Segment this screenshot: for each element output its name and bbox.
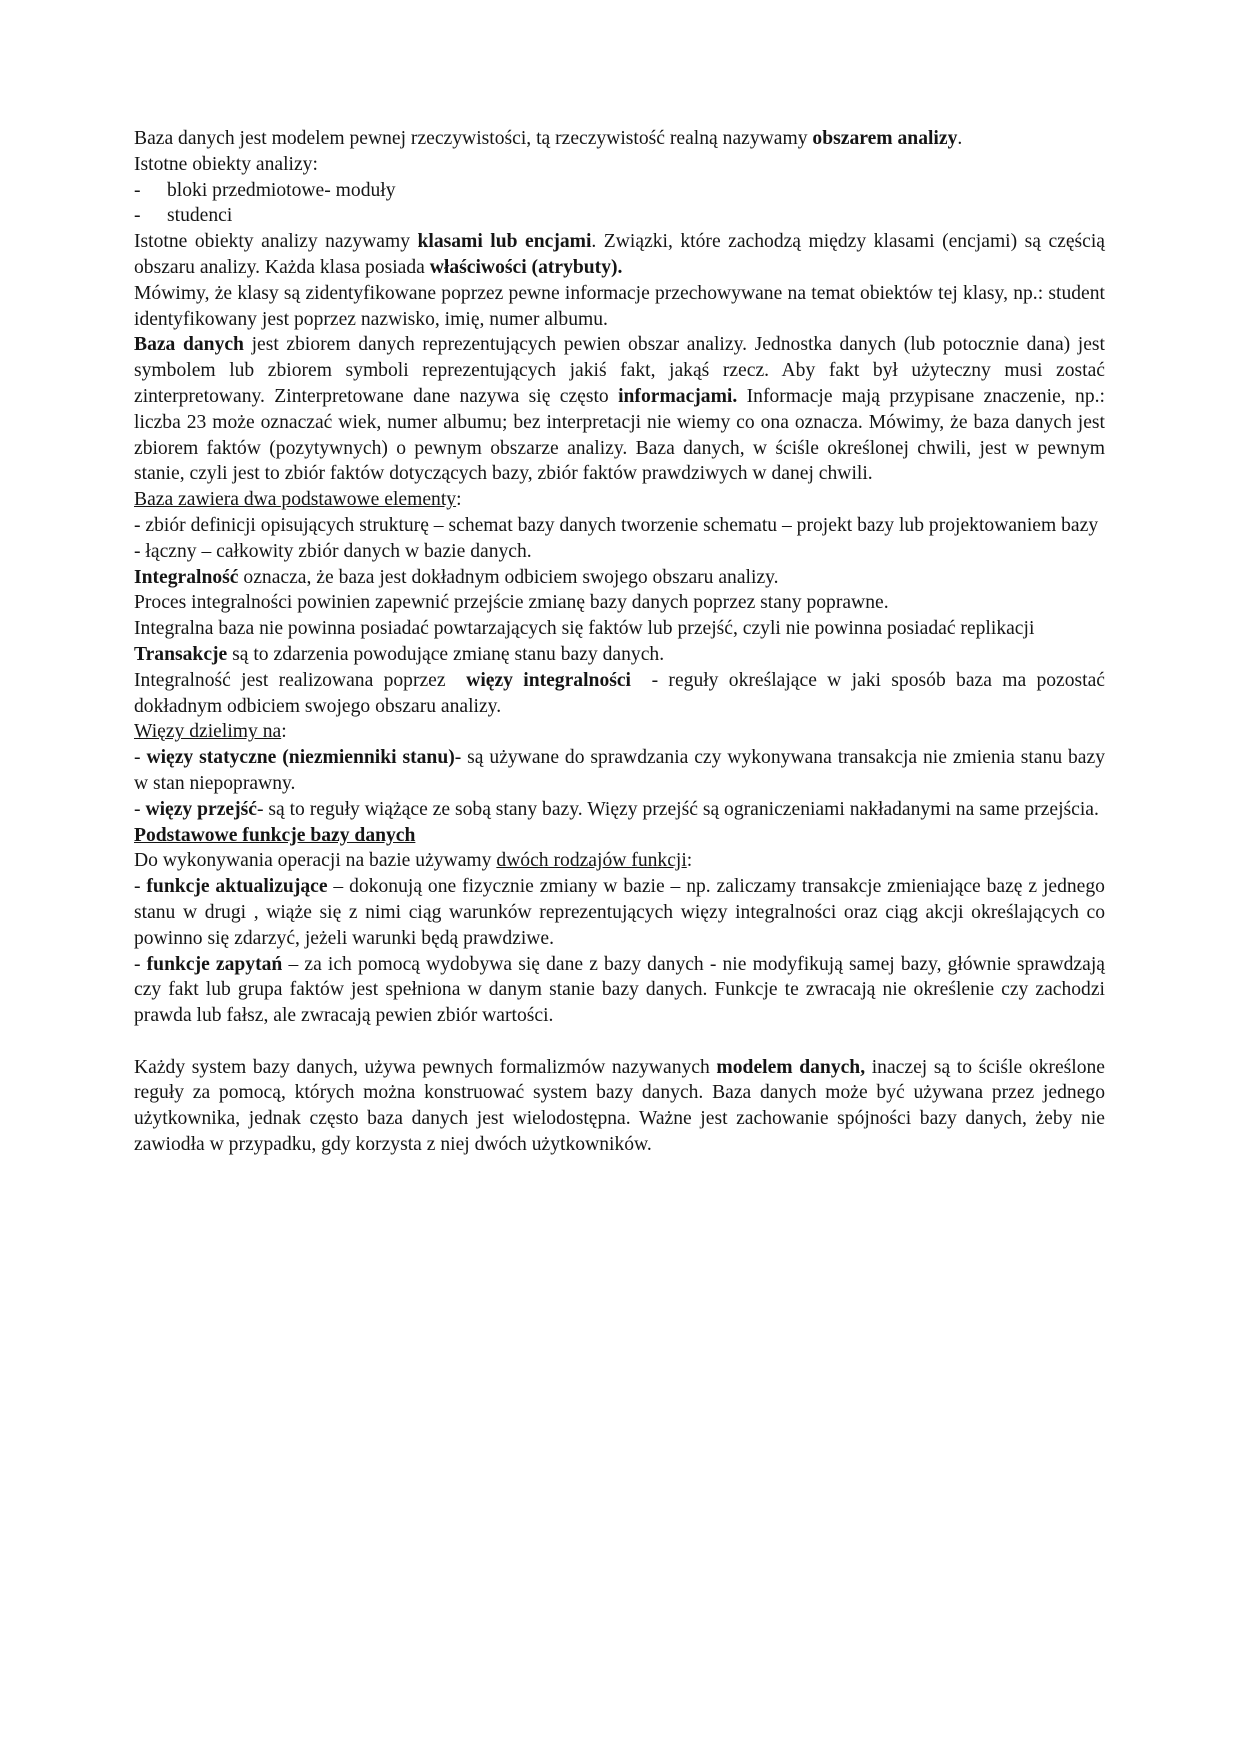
text-run: Każdy system bazy danych, używa pewnych formalizmów nazywanych xyxy=(134,1056,717,1078)
paragraph xyxy=(134,332,1105,487)
paragraph xyxy=(134,668,1105,720)
paragraph xyxy=(134,823,1105,849)
text-run: modelem danych, xyxy=(716,1056,866,1078)
text-run: więzy statyczne (niezmienniki stanu) xyxy=(146,747,455,769)
text-run: Transakcje xyxy=(134,643,228,665)
text-run: Baza zawiera dwa podstawowe elementy xyxy=(134,489,457,511)
list-item xyxy=(134,203,1105,229)
list-item-text xyxy=(167,203,1105,229)
text-run: jest zbiorem danych reprezentujących pewien obszar analizy. Jednostka danych (lub potocznie dana) jest symbolem lub zbiorem symboli reprezentujących jakiś fakt, jakąś rzecz. Aby fakt był użyteczny musi zostać zinterpretowany. Zinterpretowane dane nazywa się często xyxy=(134,334,1105,407)
paragraph xyxy=(134,874,1105,951)
text-run: : xyxy=(686,850,693,872)
document-body xyxy=(134,126,1105,1158)
list-item-text xyxy=(167,178,1105,204)
text-run: Do wykonywania operacji na bazie używamy xyxy=(134,850,497,872)
text-run: Więzy dzielimy na xyxy=(134,721,282,743)
list-bullet: - xyxy=(134,205,141,227)
paragraph xyxy=(134,719,1105,745)
text-run: - reguły określające w jaki sposób baza ma pozostać dokładnym odbiciem swojego obszaru analizy. xyxy=(134,669,1105,717)
paragraph-spacer xyxy=(134,1029,1105,1055)
text-run: Mówimy, że klasy są zidentyfikowane poprzez pewne informacje przechowywane na temat obiektów tej klasy, np.: student identyfikowany jest poprzez nazwisko, imię, numer albumu. xyxy=(134,282,1105,330)
paragraph xyxy=(134,848,1105,874)
paragraph xyxy=(134,616,1105,642)
text-run: Informacje mają przypisane znaczenie, np.: liczba 23 może oznaczać wiek, numer albumu; bez interpretacji nie wiemy co ona oznacza. Mówimy, że baza danych jest zbiorem faktów (pozytywnych) o pewnym obszarze analizy. Baza danych, w ściśle określonej chwili, jest w pewnym stanie, czyli jest to zbiór faktów dotyczących bazy, zbiór faktów prawdziwych w danej chwili. xyxy=(134,385,1105,485)
text-run: Integralna baza nie powinna posiadać powtarzających się faktów lub przejść, czyli nie powinna posiadać replikacji xyxy=(134,618,1035,640)
text-run: . xyxy=(957,128,963,149)
paragraph xyxy=(134,642,1105,668)
text-run: więzy integralności xyxy=(466,669,632,691)
paragraph xyxy=(134,513,1105,539)
list-item xyxy=(134,178,1105,204)
text-run: obszarem analizy xyxy=(812,128,958,149)
text-run: funkcje zapytań xyxy=(146,953,283,975)
paragraph xyxy=(134,1055,1105,1158)
text-run: – za ich pomocą wydobywa się dane z bazy danych - nie modyfikują samej bazy, głównie sprawdzają czy fakt lub grupa faktów jest spełniona w danym stanie bazy danych. Funkcje te zwracają nie określenie czy zachodzi prawda lub fałsz, ale zwracają pewien zbiór wartości. xyxy=(134,953,1105,1027)
text-run: oznacza, że baza jest dokładnym odbiciem swojego obszaru analizy. xyxy=(238,566,779,588)
paragraph xyxy=(134,487,1105,513)
paragraph xyxy=(134,539,1105,565)
text-run: są to zdarzenia powodujące zmianę stanu bazy danych. xyxy=(227,643,665,665)
text-run: - są używane do sprawdzania czy wykonywana transakcja nie zmienia stanu bazy w stan niepoprawny. xyxy=(134,747,1105,794)
text-run: - xyxy=(134,798,146,820)
paragraph xyxy=(134,229,1105,281)
text-run: Baza danych xyxy=(134,334,244,356)
text-run: Istotne obiekty analizy nazywamy xyxy=(134,231,418,253)
text-run: klasami lub encjami xyxy=(417,231,592,253)
text-run: - są to reguły wiążące ze sobą stany bazy. Więzy przejść są ograniczeniami nakładanymi na same przejścia. xyxy=(256,798,1099,820)
paragraph xyxy=(134,152,1105,178)
text-run: - xyxy=(134,747,147,769)
paragraph xyxy=(134,952,1105,1029)
text-run: Integralność jest realizowana poprzez xyxy=(134,669,467,691)
paragraph xyxy=(134,565,1105,591)
paragraph xyxy=(134,281,1105,333)
text-run: inaczej są to ściśle określone reguły za pomocą, których można konstruować system bazy danych. Baza danych może być używana przez jednego użytkownika, jednak często baza danych jest wielodostępna. Ważne jest zachowanie spójności bazy danych, żeby nie zawiodła w przypadku, gdy korzysta z niej dwóch użytkowników. xyxy=(134,1056,1105,1156)
list-bullet: - xyxy=(134,179,141,201)
text-run: Integralność xyxy=(134,566,239,588)
text-run: właściwości (atrybuty). xyxy=(429,256,623,278)
text-run: bloki przedmiotowe- moduły xyxy=(167,179,396,201)
text-run: Baza danych jest modelem pewnej rzeczywistości, tą rzeczywistość realną nazywamy xyxy=(134,128,813,149)
text-run: - xyxy=(134,876,147,898)
text-run: - xyxy=(134,953,147,975)
text-run: Istotne obiekty analizy: xyxy=(134,153,318,175)
text-run: studenci xyxy=(167,205,233,227)
text-run: funkcje aktualizujące xyxy=(146,876,328,898)
paragraph xyxy=(134,126,1105,152)
text-run: . Związki, które zachodzą między klasami (encjami) są częścią obszaru analizy. Każda klasa posiada xyxy=(134,231,1105,278)
text-run: Proces integralności powinien zapewnić przejście zmianę bazy danych poprzez stany poprawne. xyxy=(134,592,889,614)
text-run: więzy przejść xyxy=(145,798,257,820)
text-run: informacjami. xyxy=(618,385,738,407)
text-run: dwóch rodzajów funkcji xyxy=(496,850,687,872)
text-run: - łączny – całkowity zbiór danych w bazie danych. xyxy=(134,540,532,562)
paragraph xyxy=(134,745,1105,797)
text-run: Podstawowe funkcje bazy danych xyxy=(134,824,416,846)
text-run: – dokonują one fizycznie zmiany w bazie – np. zaliczamy transakcje zmieniające bazę z jednego stanu w drugi , wiąże się z nimi ciąg warunków reprezentujących więzy integralności oraz ciąg akcji określających co powinno się zdarzyć, jeżeli warunki będą prawdziwe. xyxy=(134,876,1105,949)
text-run: : xyxy=(281,721,287,743)
text-run: : xyxy=(456,489,462,511)
text-run: - zbiór definicji opisujących strukturę – schemat bazy danych tworzenie schematu – projekt bazy lub projektowaniem bazy xyxy=(134,514,1099,536)
paragraph xyxy=(134,590,1105,616)
paragraph xyxy=(134,797,1105,823)
